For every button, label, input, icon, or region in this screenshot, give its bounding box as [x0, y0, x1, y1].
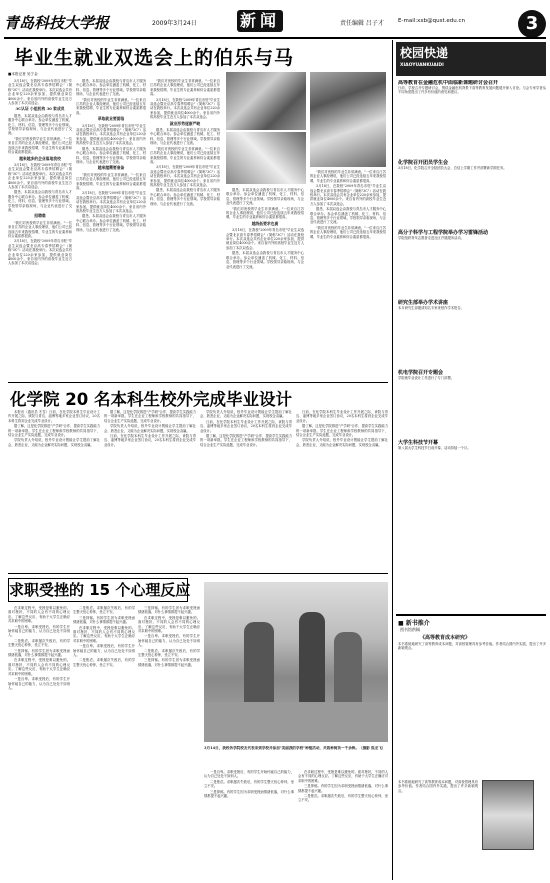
article1-subhead: 越来越多的企业落地我校 [19, 155, 61, 161]
article1-subhead: 越来越需要准备 [97, 165, 125, 171]
article2-col-3: 学院负责人介绍说，校外毕业设计既能让学生提前了解社会、熟悉企业，又能为企业解决实际问题，实现校企双赢。 日前，在化学院本科生毕业设计工作开展之际，该院与青岛、淄博等地多家企业签订协议，20名本科生将到企业完成毕业设计。 据了解，这是化学院推进"产学研"合作、提高学生实践能力的一项新举措。学生在企业工程师和学校教师的共同指导下，结合企业生产实际选题，完成毕业设计。 [200, 410, 292, 447]
article1-col-3: "我们对贵校的毕业生非常满意。"一位来自江苏的企业人事经理说，他们公司已经连续五年来我校招聘，毕业生的专业素养和综合素质都很高。 3月18日，在我校"2009年青岛市驻"毕业生双选会暨北京高专春季招聘会"（简称"3C"）活动在我校举行。本次双选会共有企业单位220余家参加，提供就业岗位4000余个。来自省内外的高校毕业生近万人参加了本次双选会。 就业形势逐渐严峻 据悉，本届双选会由我校与青岛市人才服务中心联合举办。参会单位涵盖了机械、化工、材料、信息、管理等多个行业领域。学校领导亲临现场，与企业代表进行了交流。 "我们对贵校的毕业生非常满意。"一位来自江苏的企业人事经理说，他们公司已经连续五年来我校招聘，毕业生的专业素养和综合素质都很高。 3月18日，在我校"2009年青岛市驻"毕业生双选会暨北京高专春季招聘会"（简称"3C"）活动在我校举行。本次双选会共有企业单位220余家参加，提供就业岗位4000余个。来自省内外的高校毕业生近万人参加了本次双选会。 据悉，本届双选会由我校与青岛市人才服务中心联合举办。参会单位涵盖了机械、化工、材料、信息、管理等多个行业领域。学校领导亲临现场，与企业代表进行了交流。 [150, 79, 220, 206]
article1-byline: ■本报记者 吴宁金 [8, 72, 38, 76]
article1-photo-3 [226, 132, 306, 184]
article2-col-2: 据了解，这是化学院推进"产学研"合作、提高学生实践能力的一项新举措。学生在企业工程师和学校教师的共同指导下，结合企业生产实际选题，完成毕业设计。 学院负责人介绍说，校外毕业设计既能让学生提前了解社会、熟悉企业，又能为企业解决实际问题，实现校企双赢。 日前，在化学院本科生毕业设计工作开展之际，该院与青岛、淄博等地多家企业签订协议，20名本科生将到企业完成毕业设计。 [104, 410, 196, 447]
article3-col-1: 在求职过程中，受挫是难以避免的。面对挫折，不同的人会有不同的心理反应。了解这些反应，有助于大学生正确应对求职中的困难。 一是自卑。求职受挫后，有的学生开始怀疑自己的能力，认为自己处处不如别人。 二是焦虑。求职屡次失败后，有的学生整天忧心忡忡，坐立不安。 三是抑郁。有的学生因为求职受挫而情绪低落，对什么事情都提不起兴趣。 在求职过程中，受挫是难以避免的。面对挫折，不同的人会有不同的心理反应。了解这些反应，有助于大学生正确应对求职中的困难。 一是自卑。求职受挫后，有的学生开始怀疑自己的能力，认为自己处处不如别人。 [8, 606, 70, 690]
sidebar-item: 高分子科学与工程学院举办学习雷锋活动 学院组织青年志愿者走进社区开展服务活动。 [398, 230, 489, 240]
article-divider [8, 573, 388, 574]
article1-title: 毕业生就业双选会上的伯乐与马 [14, 47, 295, 69]
section-badge [237, 10, 283, 32]
article1-photo-2 [310, 72, 386, 167]
article3-col-2: 二是焦虑。求职屡次失败后，有的学生整天忧心忡忡，坐立不安。 三是抑郁。有的学生因为求职受挫而情绪低落，对什么事情都提不起兴趣。 在求职过程中，受挫是难以避免的。面对挫折，不同的人会有不同的心理反应。了解这些反应，有助于大学生正确应对求职中的困难。 一是自卑。求职受挫后，有的学生开始怀疑自己的能力，认为自己处处不如别人。 二是焦虑。求职屡次失败后，有的学生整天忧心忡忡，坐立不安。 [73, 606, 135, 667]
article1-photo-1 [226, 72, 306, 130]
masthead [0, 0, 550, 42]
article3-col-5: 在求职过程中，受挫是难以避免的。面对挫折，不同的人会有不同的心理反应。了解这些反应，有助于大学生正确应对求职中的困难。 三是抑郁。有的学生因为求职受挫而情绪低落，对什么事情都提不起兴趣。 二是焦虑。求职屡次失败后，有的学生整天忧心忡忡，坐立不安。 [298, 770, 388, 803]
masthead-logo: 青岛科技大学报 [4, 14, 110, 32]
book-body-2: 本书系统地研究了高等教育成本问题，对高校管理具有参考价值。作者结合国内外实践，提出了许多新颖观点。 [398, 780, 478, 793]
article2-col-4: 日前，在化学院本科生毕业设计工作开展之际，该院与青岛、淄博等地多家企业签订协议，20名本科生将到企业完成毕业设计。 据了解，这是化学院推进"产学研"合作、提高学生实践能力的一项新举措。学生在企业工程师和学校教师的共同指导下，结合企业生产实际选题，完成毕业设计。 学院负责人介绍说，校外毕业设计既能让学生提前了解社会、熟悉企业，又能为企业解决实际问题，实现校企双赢。 [296, 410, 388, 447]
article1-subhead: 3C认证 小组机构 30 家成员 [15, 106, 65, 112]
article3-col-4: 一是自卑。求职受挫后，有的学生开始怀疑自己的能力，认为自己处处不如别人。 二是焦虑。求职屡次失败后，有的学生整天忧心忡忡，坐立不安。 三是抑郁。有的学生因为求职受挫而情绪低落，对什么事情都提不起兴趣。 [204, 770, 294, 799]
masthead-email: E-mail:xxb@qust.edu.cn [398, 18, 465, 24]
article1-subhead: 越线低要求也高 [251, 220, 279, 226]
photo-caption: 3月14日，我校各学院校友代表来到学校并参加"美丽我的学校"种植活动，共栽种树苗一千余株。（摄影 焦龙飞） [204, 746, 386, 750]
article3-col-3: 三是抑郁。有的学生因为求职受挫而情绪低落，对什么事情都提不起兴趣。 在求职过程中，受挫是难以避免的。面对挫折，不同的人会有不同的心理反应。了解这些反应，有助于大学生正确应对求职中的困难。 一是自卑。求职受挫后，有的学生开始怀疑自己的能力，认为自己处处不如别人。 二是焦虑。求职屡次失败后，有的学生整天忧心忡忡，坐立不安。 三是抑郁。有的学生因为求职受挫而情绪低落，对什么事情都提不起兴趣。 [138, 606, 200, 667]
tree-planting-photo [204, 582, 388, 742]
masthead-date: 2009年3月24日 [152, 20, 197, 27]
article1-col-2: 据悉，本届双选会由我校与青岛市人才服务中心联合举办。参会单位涵盖了机械、化工、材料、信息、管理等多个行业领域。学校领导亲临现场，与企业代表进行了交流。 "我们对贵校的毕业生非常满意。"一位来自江苏的企业人事经理说，他们公司已经连续五年来我校招聘，毕业生的专业素养和综合素质都很高。 录取就业要面临 3月18日，在我校"2009年青岛市驻"毕业生双选会暨北京高专春季招聘会"（简称"3C"）活动在我校举行。本次双选会共有企业单位220余家参加，提供就业岗位4000余个。来自省内外的高校毕业生近万人参加了本次双选会。 据悉，本届双选会由我校与青岛市人才服务中心联合举办。参会单位涵盖了机械、化工、材料、信息、管理等多个行业领域。学校领导亲临现场，与企业代表进行了交流。 越来越需要准备 "我们对贵校的毕业生非常满意。"一位来自江苏的企业人事经理说，他们公司已经连续五年来我校招聘，毕业生的专业素养和综合素质都很高。 3月18日，在我校"2009年青岛市驻"毕业生双选会暨北京高专春季招聘会"（简称"3C"）活动在我校举行。本次双选会共有企业单位220余家参加，提供就业岗位4000余个。来自省内外的高校毕业生近万人参加了本次双选会。 据悉，本届双选会由我校与青岛市人才服务中心联合举办。参会单位涵盖了机械、化工、材料、信息、管理等多个行业领域。学校领导亲临现场，与企业代表进行了交流。 [76, 79, 146, 232]
article1-col-4: 据悉，本届双选会由我校与青岛市人才服务中心联合举办。参会单位涵盖了机械、化工、材料、信息、管理等多个行业领域。学校领导亲临现场，与企业代表进行了交流。 "我们对贵校的毕业生非常满意。"一位来自江苏的企业人事经理说，他们公司已经连续五年来我校招聘，毕业生的专业素养和综合素质都很高。 越线低要求也高 3月18日，在我校"2009年青岛市驻"毕业生双选会暨北京高专春季招聘会"（简称"3C"）活动在我校举行。本次双选会共有企业单位220余家参加，提供就业岗位4000余个。来自省内外的高校毕业生近万人参加了本次双选会。 据悉，本届双选会由我校与青岛市人才服务中心联合举办。参会单位涵盖了机械、化工、材料、信息、管理等多个行业领域。学校领导亲临现场，与企业代表进行了交流。 [226, 188, 304, 269]
article3-title: 求职受挫的 15 个心理反应 [9, 581, 191, 599]
sidebar-item: 大学生科技节开幕 第八届大学生科技节日前开幕，活动持续一个月。 [398, 440, 471, 450]
article2-col-1: 本报讯（通讯员 冬雪）日前，在化学院本科生毕业设计工作开展之际，该院与青岛、淄博等地多家企业签订协议，20名本科生将到企业完成毕业设计。 据了解，这是化学院推进"产学研"合作、提高学生实践能力的一项新举措。学生在企业工程师和学校教师的共同指导下，结合企业生产实际选题，完成毕业设计。 学院负责人介绍说，校外毕业设计既能让学生提前了解社会、熟悉企业，又能为企业解决实际问题，实现校企双赢。 [8, 410, 100, 447]
article3-title-box [8, 578, 191, 602]
book-title: 《高等教育成本研究》 [420, 635, 471, 641]
masthead-rule [4, 37, 546, 39]
sidebar-header-en: XIAOYUANKUAIDI [400, 63, 444, 68]
sidebar-item: 高等教育在金融危机中面临新课题研讨会召开 日前，学校召开专题研讨会，围绕金融危机背景下高等教育发展问题展开深入讨论。与会专家学者从不同角度提出了许多有价值的意见和建议。 [398, 80, 546, 95]
article1-subhead: 招聘难 [34, 213, 46, 219]
masthead-editor: 责任编辑 吕子才 [340, 20, 384, 27]
article2-title: 化学院 20 名本科生校外完成毕业设计 [10, 390, 292, 409]
article1-subhead: 就业形势逐渐严峻 [169, 120, 201, 126]
article1-subhead: 录取就业要面临 [97, 116, 125, 122]
book-divider [396, 614, 546, 616]
sidebar-item: 化学院召开团员学生会 3月18日，化学院召开全院团员大会，总结上学期工作并部署新学期任务。 [398, 160, 507, 170]
book-header: ■ 新书推介 [398, 620, 430, 627]
page-number-badge [518, 10, 546, 38]
book-cover [482, 780, 534, 850]
sidebar-header-title: 校园快递 [400, 46, 449, 60]
section-title: 新闻 [239, 11, 280, 30]
sidebar-header [396, 42, 546, 76]
sidebar-rule [392, 40, 393, 880]
book-sub: 图书馆供稿 [400, 627, 420, 632]
article1-col-1: 3月18日，在我校"2009年青岛市驻"毕业生双选会暨北京高专春季招聘会"（简称"3C"）活动在我校举行。本次双选会共有企业单位220余家参加，提供就业岗位4000余个。来自省内外的高校毕业生近万人参加了本次双选会。 3C认证 小组机构 30 家成员 据悉，本届双选会由我校与青岛市人才服务中心联合举办。参会单位涵盖了机械、化工、材料、信息、管理等多个行业领域。学校领导亲临现场，与企业代表进行了交流。 "我们对贵校的毕业生非常满意。"一位来自江苏的企业人事经理说，他们公司已经连续五年来我校招聘，毕业生的专业素养和综合素质都很高。 越来越多的企业落地我校 3月18日，在我校"2009年青岛市驻"毕业生双选会暨北京高专春季招聘会"（简称"3C"）活动在我校举行。本次双选会共有企业单位220余家参加，提供就业岗位4000余个。来自省内外的高校毕业生近万人参加了本次双选会。 据悉，本届双选会由我校与青岛市人才服务中心联合举办。参会单位涵盖了机械、化工、材料、信息、管理等多个行业领域。学校领导亲临现场，与企业代表进行了交流。 招聘难 "我们对贵校的毕业生非常满意。"一位来自江苏的企业人事经理说，他们公司已经连续五年来我校招聘，毕业生的专业素养和综合素质都很高。 3月18日，在我校"2009年青岛市驻"毕业生双选会暨北京高专春季招聘会"（简称"3C"）活动在我校举行。本次双选会共有企业单位220余家参加，提供就业岗位4000余个。来自省内外的高校毕业生近万人参加了本次双选会。 [8, 79, 72, 266]
page-number: 3 [525, 13, 539, 34]
sidebar-list [398, 80, 546, 610]
article-divider [8, 382, 388, 383]
sidebar-item: 研究生部举办学术讲座 本月研究生部邀请知名专家来校作学术报告。 [398, 300, 464, 310]
article1-col-5: "我们对贵校的毕业生非常满意。"一位来自江苏的企业人事经理说，他们公司已经连续五年来我校招聘，毕业生的专业素养和综合素质都很高。 3月18日，在我校"2009年青岛市驻"毕业生双选会暨北京高专春季招聘会"（简称"3C"）活动在我校举行。本次双选会共有企业单位220余家参加，提供就业岗位4000余个。来自省内外的高校毕业生近万人参加了本次双选会。 据悉，本届双选会由我校与青岛市人才服务中心联合举办。参会单位涵盖了机械、化工、材料、信息、管理等多个行业领域。学校领导亲临现场，与企业代表进行了交流。 "我们对贵校的毕业生非常满意。"一位来自江苏的企业人事经理说，他们公司已经连续五年来我校招聘，毕业生的专业素养和综合素质都很高。 [310, 170, 386, 239]
book-body: 本书系统地研究了高等教育成本问题，对高校管理具有参考价值。作者结合国内外实践，提出了许多新颖观点。 [398, 642, 546, 651]
sidebar-item: 机电学院召开专题会 学院就毕业设计工作进行了专门部署。 [398, 370, 455, 380]
